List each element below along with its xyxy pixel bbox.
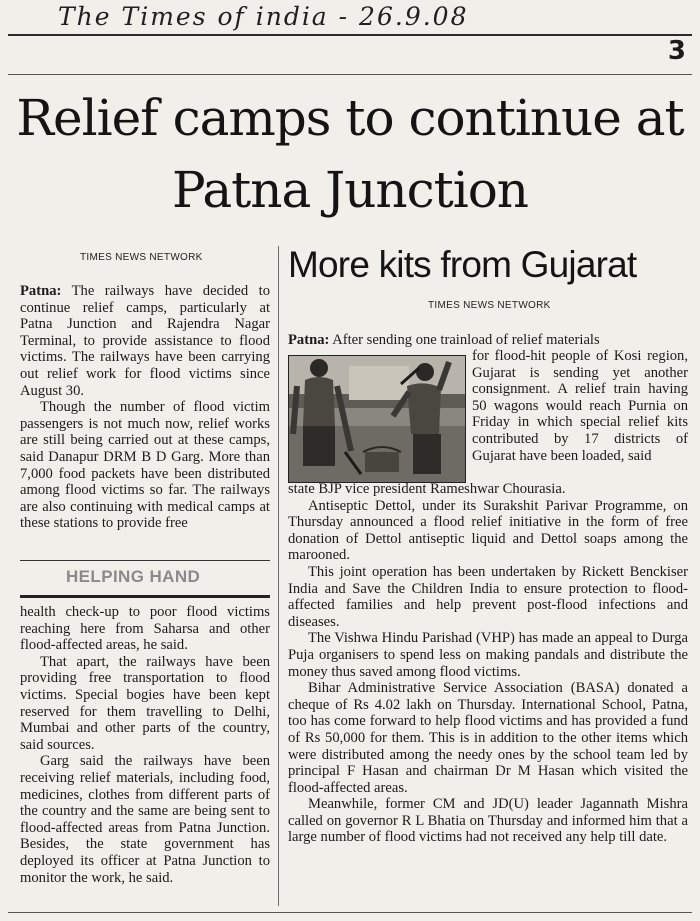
side-headline: More kits from Gujarat	[288, 244, 637, 285]
side-paragraph-1-end: state BJP vice president Rameshwar Chourasia.	[288, 481, 566, 497]
main-story-column-top	[20, 283, 270, 532]
side-byline: TIMES NEWS NETWORK	[428, 300, 551, 311]
top-rule	[8, 34, 692, 36]
main-paragraph-2: Though the number of flood victim passengers is not much now, relief works are still being carried out at these camps, said Danapur DRM B D Garg. More than 7,000 food packets have been distributed among flood victims so far. The railways are also continuing with medical camps at these stations to provide free	[20, 399, 270, 532]
page-number: 3	[667, 36, 686, 66]
main-paragraph-5: Garg said the railways have been receiving relief materials, including food, medicines, clothes from different parts of the country and the same are being sent to flood-affected areas from Patna Junction. Besides, the state government has deployed its officer at Patna Junction to monitor the work, he said.	[20, 753, 270, 886]
column-divider	[278, 246, 279, 906]
side-story-column	[288, 481, 688, 846]
handwritten-source-label: The Times of india - 26.9.08	[58, 2, 469, 31]
side-paragraph-2: Antiseptic Dettol, under its Surakshit Parivar Programme, on Thursday announced a flood relief initiative in the form of free donation of Dettol antiseptic liquid and Dettol soaps among the marooned.	[288, 497, 688, 564]
pull-quote-text: HELPING HAND	[66, 567, 201, 586]
relief-workers-photo	[288, 355, 466, 483]
side-paragraph-3: This joint operation has been undertaken by Rickett Benckiser India and Save the Children India to ensure protection to flood-affected families and help prevent post-flood infections and diseases.	[288, 563, 688, 630]
main-story-column-bottom	[20, 604, 270, 886]
side-story-lead-line	[288, 332, 688, 349]
side-paragraph-5: Bihar Administrative Service Association (BASA) donated a cheque of Rs 4.02 lakh on Thursday. International School, Patna, too has come forward to help flood victims and has provided a fund of Rs 50,000 for them. This is in addition to the other items which were distributed among the needy ones by the school team led by principal F Hasan and chairman Dr M Hasan which visited the flood-affected areas.	[288, 680, 688, 796]
main-paragraph-1: The railways have decided to continue relief camps, particularly at Patna Junction and Rajendra Nagar Terminal, to provide assistance to flood victims. The railways have been carrying out relief work for flood victims since August 30.	[20, 283, 271, 399]
side-paragraph-4: The Vishwa Hindu Parishad (VHP) has made an appeal to Durga Puja organisers to spend less on making pandals and distribute the money thus saved among flood victims.	[288, 630, 688, 680]
header-rule	[8, 74, 692, 75]
main-paragraph-3: health check-up to poor flood victims reaching here from Saharsa and other flood-affected areas, he said.	[20, 604, 270, 654]
side-dateline: Patna:	[288, 332, 330, 348]
main-paragraph-4: That apart, the railways have been providing free transportation to flood victims. Special bogies have been kept reserved for them travelling to Delhi, Mumbai and other parts of the country, said sources.	[20, 653, 270, 753]
main-headline: Relief camps to continue at Patna Junction	[16, 89, 684, 219]
side-paragraph-1-start: After sending one trainload of relief materials	[332, 332, 600, 348]
main-dateline: Patna:	[20, 283, 62, 299]
photo-illustration	[289, 356, 465, 482]
bottom-rule	[8, 912, 692, 913]
side-paragraph-1-middle: for flood-hit people of Kosi region, Gujarat is sending yet another consignment. A relief train having 50 wagons would reach Purnia on Friday in which special relief kits contributed by 17 districts of Gujarat have been loaded, said	[472, 348, 688, 464]
side-story-wrap-column	[472, 348, 688, 464]
side-paragraph-6: Meanwhile, former CM and JD(U) leader Jagannath Mishra called on governor R L Bhatia on Thursday and informed him that a large number of flood victims had not received any help till date.	[288, 796, 688, 846]
pull-quote-box	[20, 560, 270, 598]
main-byline: TIMES NEWS NETWORK	[80, 252, 203, 263]
